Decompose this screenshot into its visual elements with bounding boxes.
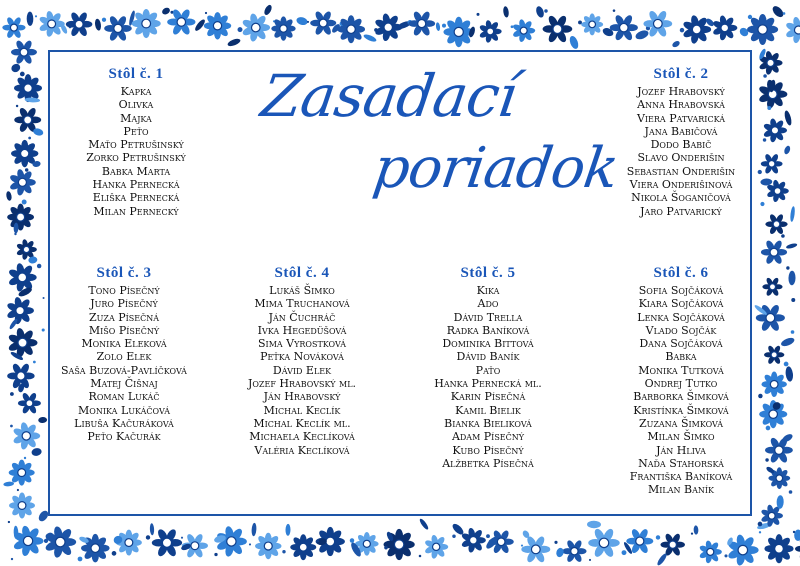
guest-name: Valéria Keclíková [254,443,350,457]
guest-name: Dominika Bittová [442,337,534,351]
guest-name: Adam Písečný [451,430,525,444]
guest-name: Ján Čuchráč [268,310,336,324]
table-heading: Stôl č. 4 [274,265,330,281]
guest-name: Lenka Sojčáková [637,310,725,324]
guest-name: Sima Vyrostková [258,337,346,351]
title-line-1: Zasadací [257,62,521,130]
table-1 [52,66,220,218]
guest-name: Libuša Kačuráková [74,416,174,430]
guest-name: Milan Baník [647,483,714,497]
guest-name: Monika Tutková [638,363,724,377]
guest-name: Nikola Šoganičová [631,191,731,205]
guest-name: Olivka [118,98,154,112]
guest-name: Ján Hrabovský [263,390,341,404]
guest-name: Kapka [120,85,152,98]
guest-name: Lukáš Šimko [269,284,335,297]
guest-name: Maťo Petrušinský [88,138,184,152]
guest-list [40,284,208,444]
guest-name: Milan Pernecký [93,204,179,218]
guest-name: Matej Čišnaj [90,377,158,391]
guest-list [218,284,386,457]
guest-name: Michaela Keclíková [249,430,355,444]
guest-name: Paťo [475,363,501,377]
guest-name: Ivka Hegedüšová [257,323,347,337]
guest-name: Kiara Sojčáková [638,297,724,311]
guest-name: Ondrej Tutko [644,377,718,391]
table-heading: Stôl č. 3 [96,265,152,281]
guest-name: Kika [476,284,500,297]
guest-name: Zuzana Šimková [638,416,724,430]
guest-name: Zuza Písečná [89,310,159,324]
guest-name: Saša Buzová-Pavlíčková [61,363,187,377]
guest-name: Mima Truchanová [254,297,350,311]
guest-name: Ján Hliva [656,443,706,457]
guest-name: Michal Keclík [263,403,341,417]
guest-name: Peťo [123,124,149,138]
guest-name: Jozef Hrabovský ml. [247,377,357,391]
guest-name: Jana Babičová [644,124,718,138]
guest-name: Peťo Kačurák [87,430,161,444]
guest-name: Alžbetka Písečná [442,456,534,470]
guest-name: Hanka Pernecká [92,178,180,192]
table-2 [597,66,765,218]
guest-name: Tono Písečný [88,284,160,297]
guest-name: Zolo Elek [96,350,152,364]
guest-name: Karin Písečná [450,390,526,404]
guest-name: Anna Hrabovská [637,98,725,112]
guest-name: Milan Šimko [647,430,715,444]
guest-name: Radka Baníková [446,323,530,337]
guest-name: Viera Patvarická [636,111,726,125]
guest-list [597,284,765,497]
guest-name: Mišo Písečný [88,323,160,337]
guest-name: Jozef Hrabovský [637,85,725,98]
guest-name: Zorko Petrušinský [86,151,186,165]
table-heading: Stôl č. 5 [460,265,516,281]
table-heading: Stôl č. 6 [653,265,709,281]
guest-name: Dodo Babič [650,138,712,152]
table-heading: Stôl č. 1 [108,66,164,82]
table-4 [218,265,386,457]
guest-name: Monika Lukáčová [78,403,170,417]
guest-name: Michal Keclík ml. [253,416,351,430]
guest-name: Babka Marta [101,164,171,178]
guest-list [404,284,572,470]
guest-name: Bianka Bieliková [444,416,532,430]
guest-name: Roman Lukáč [88,390,160,404]
table-heading: Stôl č. 2 [653,66,709,82]
guest-name: Františka Baníková [629,470,733,484]
guest-name: Sebastian Onderišin [626,164,736,178]
guest-name: Ado [477,297,499,311]
guest-name: Kubo Písečný [452,443,524,457]
guest-name: Eliška Pernecká [92,191,180,205]
guest-name: Babka [665,350,697,364]
guest-name: Hanka Pernecká ml. [434,377,542,391]
table-3 [40,265,208,444]
guest-name: Barborka Šimková [633,390,729,404]
table-6 [597,265,765,497]
guest-name: Naďa Stahorská [638,456,724,470]
guest-name: Dana Sojčáková [639,337,723,351]
guest-name: Dávid Elek [272,363,332,377]
guest-name: Kamil Bielik [455,403,521,417]
title-line-2: poriadok [369,136,622,201]
guest-name: Vlado Sojčák [645,323,717,337]
guest-name: Monika Eleková [81,337,167,351]
guest-name: Dávid Baník [456,350,520,364]
guest-name: Slavo Onderišin [637,151,725,165]
guest-name: Kristínka Šimková [633,403,729,417]
guest-name: Majka [120,111,152,125]
guest-name: Sofia Sojčáková [638,284,724,297]
guest-name: Viera Onderišinová [629,178,733,192]
guest-list [597,85,765,218]
guest-name: Jaro Patvarický [640,204,722,218]
guest-list [52,85,220,218]
guest-name: Dávid Trella [453,310,523,324]
guest-name: Peťka Nováková [260,350,344,364]
table-5 [404,265,572,470]
guest-name: Juro Písečný [90,297,158,311]
